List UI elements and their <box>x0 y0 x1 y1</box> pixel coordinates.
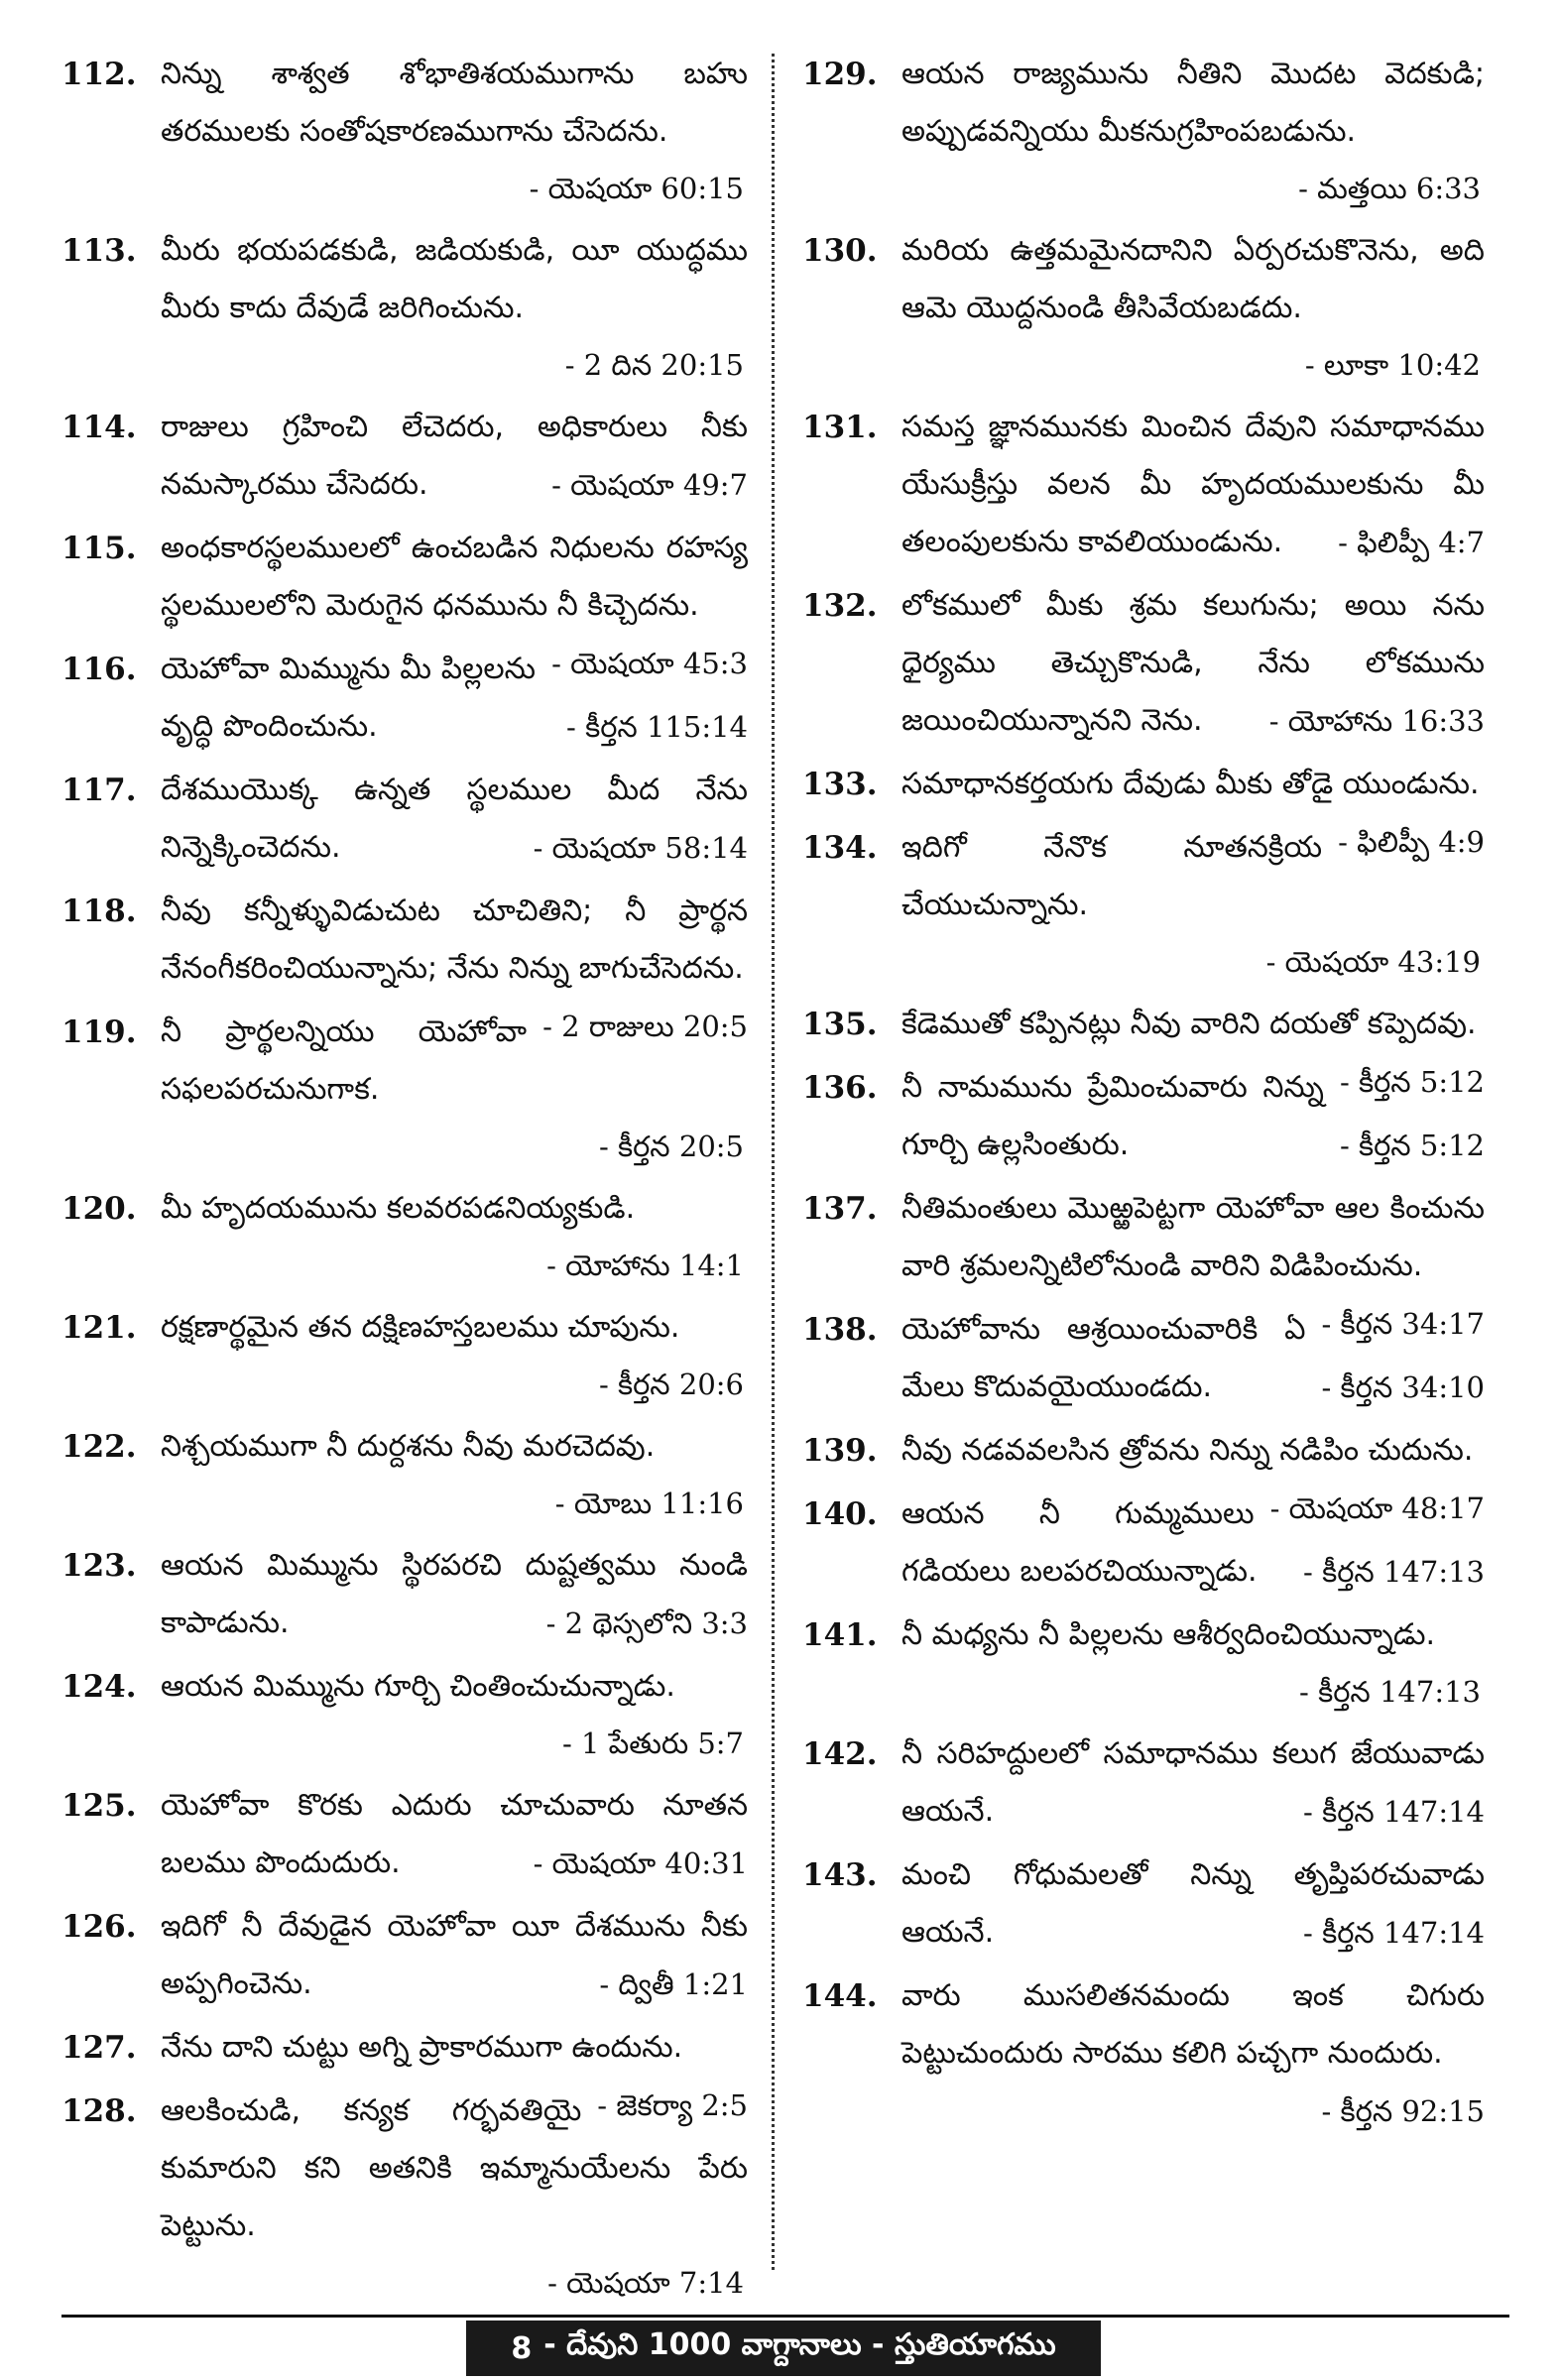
scripture-reference: - కీర్తన 20:6 <box>598 1368 744 1401</box>
promise-text-block <box>901 1967 1485 2128</box>
promise-text: దేశముయొక్క ఉన్నత స్థలముల మీద నేను నిన్నెక్కించెదను. <box>161 773 748 865</box>
promise-text: రక్షణార్థమైన తన దక్షిణహస్తబలము చూపును. <box>161 1310 680 1345</box>
scripture-reference: - యెషయా 45:3 <box>551 647 748 680</box>
scripture-reference: - ఫిలిప్పీ 4:7 <box>1338 526 1485 559</box>
promise-entry <box>802 1059 1485 1174</box>
promise-number: 138. <box>802 1312 878 1348</box>
promise-text: నీవు నడవవలసిన త్రోవను నిన్ను నడిపిం చుదును. <box>901 1433 1474 1468</box>
promise-number: 115. <box>61 531 137 566</box>
promise-text-block <box>901 1180 1485 1341</box>
promise-text-block <box>161 1658 748 1716</box>
scripture-reference: - కీర్తన 5:12 <box>1339 1129 1485 1162</box>
promise-text: మీరు భయపడకుడి, జడియకుడి, యీ యుద్ధము మీరు కాదు దేవుడే జరిగించును. <box>161 233 748 325</box>
promise-entry <box>61 1299 748 1412</box>
promise-number: 124. <box>61 1669 137 1705</box>
promise-entry <box>61 1180 748 1293</box>
promise-text: సమస్త జ్ఞానమునకు మించిన దేవుని సమాధానము యేసుక్రీస్తు వలన మీ హృదయములకును మీ తలంపులకును కావలియుండును. <box>901 410 1485 559</box>
promise-text-block <box>901 1059 1485 1174</box>
promise-number: 140. <box>802 1496 878 1532</box>
promise-entry <box>802 1301 1485 1416</box>
scripture-reference: - యెషయా 49:7 <box>551 468 748 502</box>
promise-text-block <box>161 2082 748 2255</box>
promise-text: ఆలకించుడి, కన్యక గర్భవతియై కుమారుని కని అతనికి ఇమ్మానుయేలను పేరు పెట్టును. <box>161 2093 748 2243</box>
promise-number: 133. <box>802 767 878 802</box>
promise-entry <box>61 1898 748 2013</box>
scripture-reference-line <box>901 1664 1485 1720</box>
promise-number: 128. <box>61 2093 137 2129</box>
promise-text: నీతిమంతులు మొఱ్ఱపెట్టగా యెహోవా ఆల కించును వారి శ్రమలన్నిటిలోనుండి వారిని విడిపించును. <box>901 1191 1485 1283</box>
promise-text: అంధకారస్థలములలో ఉంచబడిన నిధులను రహస్య స్థలములలోని మెరుగైన ధనమును నీ కిచ్చెదను. <box>161 531 748 623</box>
promise-text: రాజులు గ్రహించి లేచెదరు, అధికారులు నీకు నమస్కారము చేసెదరు. <box>161 410 748 502</box>
promise-text: నీ ప్రార్థలన్నియు యెహోవా సఫలపరచునుగాక. <box>161 1014 528 1107</box>
promise-entry <box>61 222 748 393</box>
promise-number: 116. <box>61 652 137 687</box>
scripture-reference-line <box>901 161 1485 216</box>
promise-number: 135. <box>802 1007 878 1042</box>
promise-text: ఆయన రాజ్యమును నీతిని మొదట వెదకుడి; అప్పుడవన్నియు మీకనుగ్రహింపబడును. <box>901 57 1485 149</box>
promise-number: 126. <box>61 1909 137 1945</box>
promise-entry <box>802 1726 1485 1841</box>
promise-number: 119. <box>61 1014 137 1050</box>
scripture-reference: - యెషయా 7:14 <box>547 2266 744 2300</box>
scripture-reference-line <box>161 1357 748 1412</box>
promise-number: 130. <box>802 233 878 269</box>
scripture-reference: - మత్తయి 6:33 <box>1298 172 1481 205</box>
scripture-reference: - 1 పేతురు 5:7 <box>561 1726 744 1760</box>
promise-text-block <box>161 883 748 1043</box>
promise-text: ఆయన మిమ్మును స్థిరపరచి దుష్టత్వము నుండి కాపాడును. <box>161 1548 748 1640</box>
footer-rule <box>61 2315 1509 2318</box>
scripture-reference-line <box>161 2255 748 2311</box>
scripture-reference: - కీర్తన 147:14 <box>1303 1916 1485 1950</box>
right-column <box>780 46 1485 2277</box>
scripture-reference: - ఫిలిప్పీ 4:9 <box>1338 825 1485 859</box>
promise-number: 127. <box>61 2030 137 2066</box>
scripture-reference: - ద్వితీ 1:21 <box>599 1967 748 2001</box>
scripture-reference: - జెకర్యా 2:5 <box>597 2088 748 2122</box>
two-column-layout <box>61 46 1509 2300</box>
promise-text-block <box>901 1486 1485 1601</box>
promise-text: యెహోవా కొరకు ఎదురు చూచువారు నూతన బలము పొందుదురు. <box>161 1788 748 1880</box>
promise-text: ఆయన మిమ్మును గూర్చి చింతించుచున్నాడు. <box>161 1669 675 1704</box>
promise-text-block <box>161 762 748 877</box>
left-column <box>61 46 766 2300</box>
scripture-reference: - కీర్తన 5:12 <box>1339 1065 1485 1099</box>
promise-number: 142. <box>802 1736 878 1772</box>
promise-text-block <box>161 222 748 337</box>
promise-number: 132. <box>802 588 878 624</box>
promise-entry <box>802 222 1485 393</box>
promise-text-block <box>901 46 1485 161</box>
promise-entry <box>61 1004 748 1174</box>
promise-number: 120. <box>61 1191 137 1227</box>
scripture-reference: - యోబు 11:16 <box>554 1487 744 1520</box>
promise-text-block <box>161 1004 748 1119</box>
promise-text: మీ హృదయమును కలవరపడనియ్యకుడి. <box>161 1191 636 1226</box>
scripture-reference: - యెషయా 60:15 <box>529 172 744 205</box>
scripture-reference: - కీర్తన 147:13 <box>1299 1675 1481 1709</box>
promise-entry <box>61 762 748 877</box>
promise-text: సమాధానకర్తయగు దేవుడు మీకు తోడై యుండును. <box>901 767 1480 801</box>
scripture-reference: - 2 థెస్సలోని 3:3 <box>545 1606 748 1640</box>
promise-entry <box>61 1658 748 1771</box>
promise-number: 136. <box>802 1070 878 1106</box>
scripture-reference: - కీర్తన 147:14 <box>1303 1795 1485 1829</box>
scripture-reference: - యెషయా 48:17 <box>1269 1491 1485 1525</box>
scripture-reference: - యోహాను 14:1 <box>546 1249 744 1282</box>
promise-text: ఇదిగో నేనొక నూతనక్రియ చేయుచున్నాను. <box>901 830 1323 922</box>
promise-entry <box>61 1777 748 1892</box>
promise-text: ఇదిగో నీ దేవుడైన యెహోవా యీ దేశమును నీకు అప్పగించెను. <box>161 1909 748 2001</box>
promise-number: 125. <box>61 1788 137 1824</box>
promise-number: 129. <box>802 57 878 92</box>
promise-number: 139. <box>802 1433 878 1469</box>
promise-number: 137. <box>802 1191 878 1227</box>
promise-number: 131. <box>802 410 878 445</box>
promise-entry <box>802 577 1485 750</box>
promise-text-block <box>161 1180 748 1238</box>
promise-text-block <box>161 1299 748 1357</box>
promise-text: నేను దాని చుట్టు అగ్ని ప్రాకారముగా ఉందును. <box>161 2030 683 2065</box>
promise-text-block <box>161 1418 748 1476</box>
scripture-reference-line <box>161 1119 748 1174</box>
scripture-reference: - యెషయా 43:19 <box>1265 945 1481 979</box>
promise-text-block <box>901 996 1485 1099</box>
promise-number: 118. <box>61 893 137 929</box>
page-number: 8 <box>511 2330 533 2366</box>
promise-text-block <box>161 46 748 161</box>
scripture-reference: - యోహాను 16:33 <box>1268 704 1485 738</box>
scripture-reference: - 2 దిన 20:15 <box>564 348 744 382</box>
promise-text-block <box>901 399 1485 571</box>
promise-text-block <box>901 1726 1485 1841</box>
promise-text: నీ మధ్యను నీ పిల్లలను ఆశీర్వదించియున్నాడు. <box>901 1617 1436 1652</box>
scripture-reference: - కీర్తన 34:17 <box>1321 1307 1485 1341</box>
promise-number: 117. <box>61 773 137 808</box>
promise-text-block <box>901 1606 1485 1664</box>
promise-entry <box>802 46 1485 216</box>
scripture-reference-line <box>161 161 748 216</box>
scripture-reference: - కీర్తన 20:5 <box>598 1130 744 1163</box>
promise-text: యెహోవాను ఆశ్రయించువారికి ఏ మేలు కొదువయైయుండదు. <box>901 1312 1306 1404</box>
promise-text-block <box>161 641 748 756</box>
promise-number: 141. <box>802 1617 878 1653</box>
scripture-reference-line <box>161 1476 748 1531</box>
promise-entry <box>802 1606 1485 1720</box>
promise-text: ఆయన నీ గుమ్మములు గడియలు బలపరచియున్నాడు. <box>901 1496 1258 1589</box>
promise-text: లోకములో మీకు శ్రమ కలుగును; అయి నను ధైర్యము తెచ్చుకొనుడి, నేను లోకమును జయించియున్నానని నెను. <box>901 588 1485 738</box>
promise-text-block <box>161 520 748 680</box>
scripture-reference: - కీర్తన 147:13 <box>1303 1555 1485 1589</box>
footer-title: - దేవుని 1000 వాగ్దానాలు - స్తుతియాగము <box>543 2327 1056 2362</box>
promise-entry <box>61 641 748 756</box>
scripture-reference: - కీర్తన 34:10 <box>1321 1370 1485 1404</box>
promise-number: 134. <box>802 830 878 866</box>
promise-entry <box>802 1967 1485 2128</box>
promise-text-block <box>161 1777 748 1892</box>
column-divider <box>772 54 775 2270</box>
promise-number: 113. <box>61 233 137 269</box>
promise-text-block <box>901 1301 1485 1416</box>
promise-text-block <box>161 1537 748 1652</box>
scripture-reference-line <box>901 337 1485 393</box>
promise-number: 122. <box>61 1429 137 1465</box>
page-footer <box>466 2320 1101 2376</box>
promise-entry <box>61 1418 748 1531</box>
promise-text: నిన్ను శాశ్వత శోభాతిశయముగాను బహు తరములకు సంతోషకారణముగాను చేసెదను. <box>161 57 748 149</box>
scripture-reference: - కీర్తన 115:14 <box>566 710 748 744</box>
scripture-reference: - 2 రాజులు 20:5 <box>542 1010 748 1043</box>
promise-text-block <box>161 399 748 514</box>
promise-number: 123. <box>61 1548 137 1584</box>
scripture-reference-line <box>901 934 1485 990</box>
promise-text-block <box>901 1846 1485 1962</box>
promise-text-block <box>161 2019 748 2122</box>
promise-number: 143. <box>802 1857 878 1893</box>
promise-entry <box>61 2082 748 2311</box>
promise-text: నీ సరిహద్దులలో సమాధానము కలుగ జేయువాడు ఆయనే. <box>901 1736 1485 1829</box>
promise-text-block <box>161 1898 748 2013</box>
promise-text-block <box>901 756 1485 859</box>
scripture-reference: - కీర్తన 92:15 <box>1321 2094 1485 2128</box>
promise-entry <box>802 399 1485 571</box>
promise-text-block <box>901 222 1485 337</box>
promise-number: 114. <box>61 410 137 445</box>
scripture-reference-line <box>161 1716 748 1771</box>
promise-entry <box>802 819 1485 990</box>
promise-text: నీ నామమును ప్రేమించువారు నిన్ను గూర్చి ఉల్లసింతురు. <box>901 1070 1324 1162</box>
scripture-reference: - యెషయా 40:31 <box>533 1846 748 1880</box>
promise-number: 121. <box>61 1310 137 1346</box>
promise-text: మంచి గోధుమలతో నిన్ను తృప్తిపరచువాడు ఆయనే. <box>901 1857 1485 1950</box>
scripture-reference-line <box>161 337 748 393</box>
promise-text: కేడెముతో కప్పినట్లు నీవు వారిని దయతో కప్పెదవు. <box>901 1007 1477 1041</box>
promise-text: నిశ్చయముగా నీ దుర్దశను నీవు మరచెదవు. <box>161 1429 656 1464</box>
promise-text: యెహోవా మిమ్మును మీ పిల్లలను వృద్ధి పొందించును. <box>161 652 537 744</box>
scripture-reference: - లూకా 10:42 <box>1304 348 1481 382</box>
promise-entry <box>802 1846 1485 1962</box>
promise-text: నీవు కన్నీళ్ళువిడుచుట చూచితిని; నీ ప్రార్థన నేనంగీకరించియున్నాను; నేను నిన్ను బాగుచేసెదను. <box>161 893 748 986</box>
promise-text-block <box>901 577 1485 750</box>
promise-text: వారు ముసలితనమందు ఇంక చిగురు పెట్టుచుందురు సారము కలిగి పచ్చగా నుందురు. <box>901 1978 1485 2071</box>
promise-entry <box>802 1486 1485 1601</box>
promise-text: మరియ ఉత్తమమైనదానిని ఏర్పరచుకొనెను, అది ఆమె యొద్దనుండి తీసివేయబడదు. <box>901 233 1485 325</box>
promise-number: 112. <box>61 57 137 92</box>
promise-entry <box>61 399 748 514</box>
scripture-reference-line <box>161 1238 748 1293</box>
promise-entry <box>61 46 748 216</box>
scripture-reference: - యెషయా 58:14 <box>533 831 748 865</box>
promise-number: 144. <box>802 1978 878 2014</box>
promise-text-block <box>901 819 1485 934</box>
promise-entry <box>61 1537 748 1652</box>
promise-text-block <box>901 1422 1485 1525</box>
